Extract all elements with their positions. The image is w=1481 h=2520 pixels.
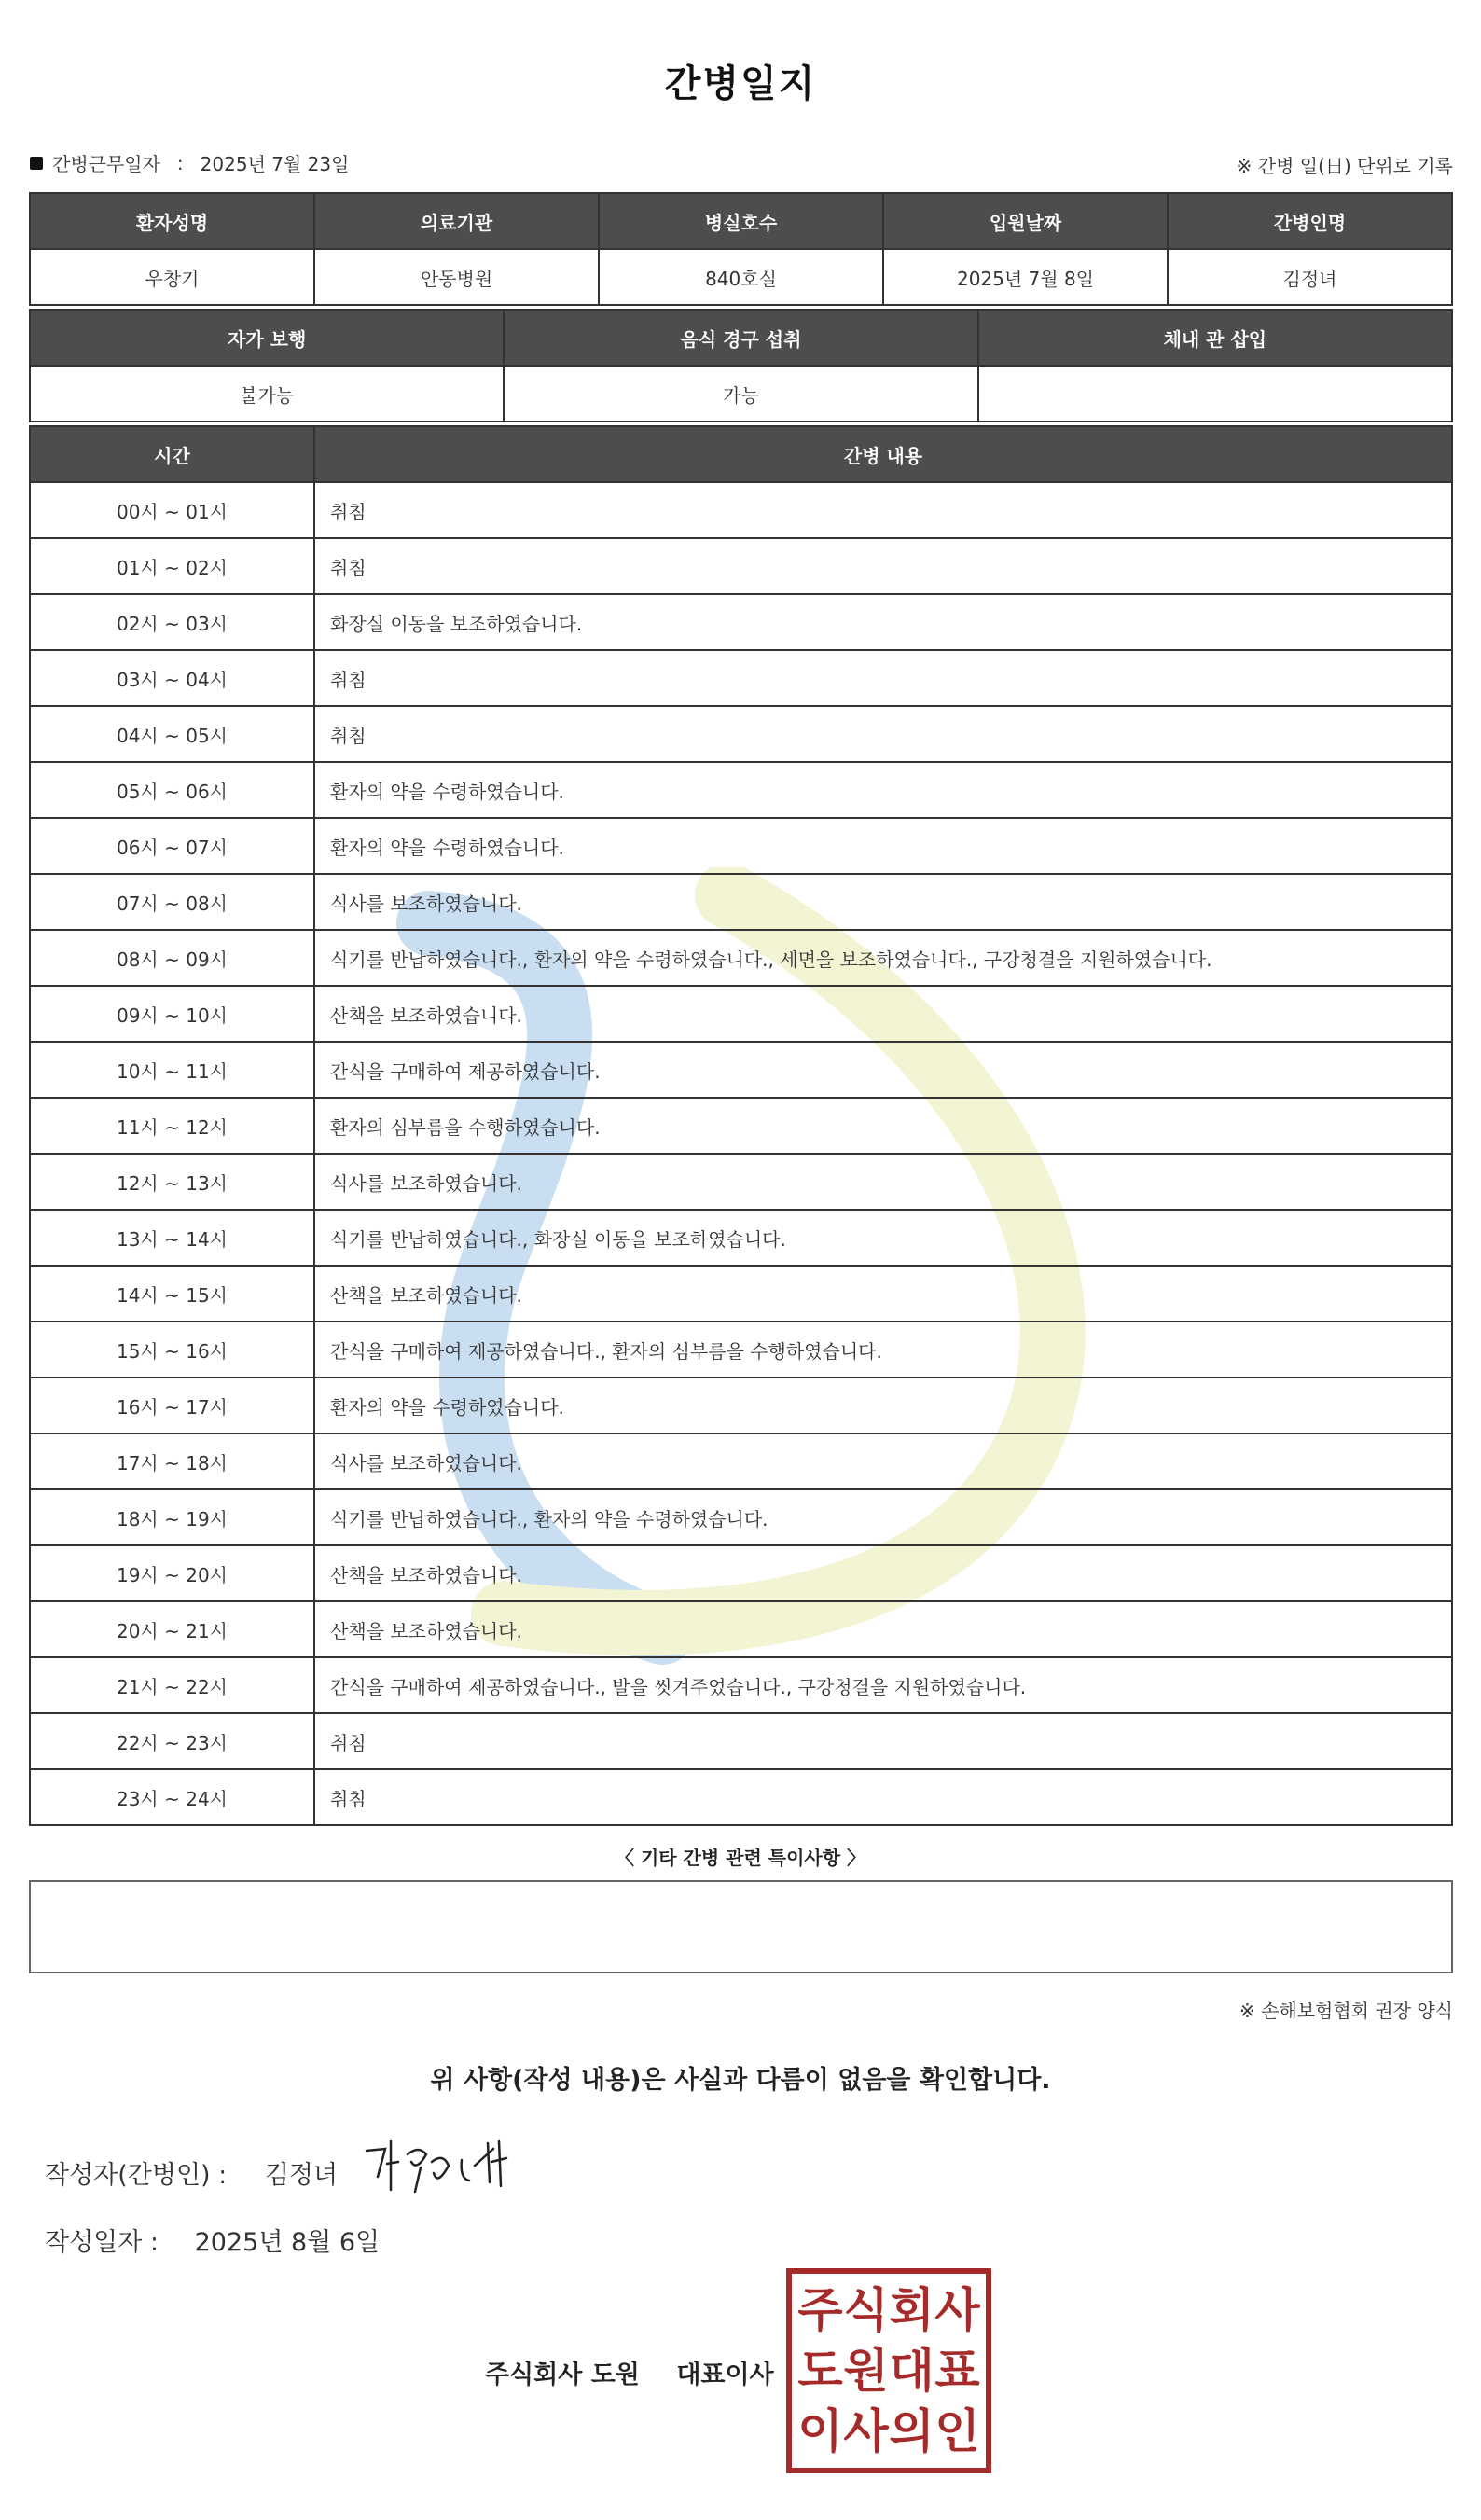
care-content: 취침 <box>314 1713 1452 1769</box>
room-number: 840호실 <box>599 249 883 305</box>
care-row <box>30 1154 1452 1210</box>
care-content: 취침 <box>314 650 1452 706</box>
writer-name: 김정녀 <box>264 2161 339 2190</box>
care-time: 10시 ~ 11시 <box>30 1042 314 1098</box>
header-time: 시간 <box>30 426 314 482</box>
admission-date: 2025년 7월 8일 <box>883 249 1168 305</box>
care-row <box>30 594 1452 650</box>
care-time: 21시 ~ 22시 <box>30 1657 314 1713</box>
care-content: 식기를 반납하였습니다., 환자의 약을 수령하였습니다. <box>314 1489 1452 1545</box>
representative-title: 대표이사 <box>676 2361 774 2389</box>
care-row <box>30 706 1452 762</box>
care-row <box>30 650 1452 706</box>
hospital: 안동병원 <box>314 249 599 305</box>
care-row <box>30 482 1452 538</box>
company-name: 주식회사 도원 <box>485 2361 640 2389</box>
care-content: 환자의 약을 수령하였습니다. <box>314 818 1452 874</box>
care-content: 산책을 보조하였습니다. <box>314 1601 1452 1657</box>
care-content: 취침 <box>314 538 1452 594</box>
care-row <box>30 986 1452 1042</box>
care-content: 식사를 보조하였습니다. <box>314 1433 1452 1489</box>
care-row <box>30 818 1452 874</box>
care-time: 06시 ~ 07시 <box>30 818 314 874</box>
care-content: 식기를 반납하였습니다., 화장실 이동을 보조하였습니다. <box>314 1210 1452 1266</box>
seal-char: 표 <box>934 2343 980 2398</box>
care-row <box>30 1545 1452 1601</box>
care-time: 22시 ~ 23시 <box>30 1713 314 1769</box>
care-content: 취침 <box>314 482 1452 538</box>
care-content: 식사를 보조하였습니다. <box>314 874 1452 930</box>
document-title: 간병일지 <box>664 62 817 105</box>
seal-char: 사 <box>843 2404 889 2459</box>
handwritten-signature <box>359 2134 527 2208</box>
company-seal-stamp <box>786 2268 991 2473</box>
care-row <box>30 1210 1452 1266</box>
care-row <box>30 930 1452 986</box>
care-time: 01시 ~ 02시 <box>30 538 314 594</box>
writer-line <box>45 2154 338 2191</box>
care-log-body <box>30 482 1452 1825</box>
written-date-line <box>45 2222 380 2258</box>
patient-info-table <box>29 192 1453 306</box>
seal-char: 회 <box>889 2282 934 2337</box>
care-content: 취침 <box>314 1769 1452 1825</box>
care-content: 환자의 약을 수령하였습니다. <box>314 1378 1452 1433</box>
care-time: 00시 ~ 01시 <box>30 482 314 538</box>
care-row <box>30 1433 1452 1489</box>
written-date-label: 작성일자 : <box>45 2228 159 2257</box>
care-row <box>30 1657 1452 1713</box>
care-content: 환자의 약을 수령하였습니다. <box>314 762 1452 818</box>
care-row <box>30 762 1452 818</box>
seal-char: 주 <box>797 2282 843 2337</box>
care-time: 16시 ~ 17시 <box>30 1378 314 1433</box>
care-row <box>30 1042 1452 1098</box>
care-row <box>30 1322 1452 1378</box>
care-time: 13시 ~ 14시 <box>30 1210 314 1266</box>
seal-char: 원 <box>843 2343 889 2398</box>
header-hospital: 의료기관 <box>314 193 599 249</box>
caregiver-name: 김정녀 <box>1168 249 1452 305</box>
condition-header-row <box>30 310 1452 366</box>
header-caregiver: 간병인명 <box>1168 193 1452 249</box>
care-time: 09시 ~ 10시 <box>30 986 314 1042</box>
care-row <box>30 1378 1452 1433</box>
care-time: 08시 ~ 09시 <box>30 930 314 986</box>
work-date-separator: : <box>176 151 184 174</box>
condition-value-row <box>30 366 1452 422</box>
walking-value: 불가능 <box>30 366 504 422</box>
care-header-row <box>30 426 1452 482</box>
company-line <box>485 2354 774 2390</box>
care-row <box>30 1601 1452 1657</box>
patient-value-row <box>30 249 1452 305</box>
header-walking: 자가 보행 <box>30 310 504 366</box>
care-row <box>30 1713 1452 1769</box>
care-row <box>30 1098 1452 1154</box>
written-date-value: 2025년 8월 6일 <box>194 2228 381 2257</box>
seal-char: 사 <box>934 2282 980 2337</box>
confirmation-statement: 위 사항(작성 내용)은 사실과 다름이 없음을 확인합니다. <box>430 2066 1051 2095</box>
care-content: 간식을 구매하여 제공하였습니다., 발을 씻겨주었습니다., 구강청결을 지원하였습니다. <box>314 1657 1452 1713</box>
care-time: 02시 ~ 03시 <box>30 594 314 650</box>
form-footnote: ※ 손해보험협회 권장 양식 <box>1239 2000 1453 2022</box>
header-care-content: 간병 내용 <box>314 426 1452 482</box>
record-note: ※ 간병 일(日) 단위로 기록 <box>1236 155 1453 177</box>
care-time: 03시 ~ 04시 <box>30 650 314 706</box>
care-time: 14시 ~ 15시 <box>30 1266 314 1322</box>
work-date <box>30 149 349 176</box>
special-notes-box <box>29 1880 1453 1973</box>
care-content: 산책을 보조하였습니다. <box>314 986 1452 1042</box>
oral-intake-value: 가능 <box>504 366 977 422</box>
special-notes-title: 〈 기타 간병 관련 특이사항 〉 <box>615 1847 865 1869</box>
seal-char: 인 <box>934 2404 980 2459</box>
care-row <box>30 1769 1452 1825</box>
care-content: 식기를 반납하였습니다., 환자의 약을 수령하였습니다., 세면을 보조하였습니다., 구강청결을 지원하였습니다. <box>314 930 1452 986</box>
care-content: 간식을 구매하여 제공하였습니다., 환자의 심부름을 수행하였습니다. <box>314 1322 1452 1378</box>
patient-name: 우창기 <box>30 249 314 305</box>
care-content: 식사를 보조하였습니다. <box>314 1154 1452 1210</box>
work-date-value: 2025년 7월 23일 <box>200 153 350 175</box>
header-tube: 체내 관 삽입 <box>978 310 1452 366</box>
care-row <box>30 874 1452 930</box>
header-admission-date: 입원날짜 <box>883 193 1168 249</box>
care-time: 19시 ~ 20시 <box>30 1545 314 1601</box>
care-content: 취침 <box>314 706 1452 762</box>
seal-char: 대 <box>889 2343 934 2398</box>
seal-char: 식 <box>843 2282 889 2337</box>
seal-char: 이 <box>797 2404 843 2459</box>
care-time: 07시 ~ 08시 <box>30 874 314 930</box>
header-patient-name: 환자성명 <box>30 193 314 249</box>
care-content: 환자의 심부름을 수행하였습니다. <box>314 1098 1452 1154</box>
care-content: 간식을 구매하여 제공하였습니다. <box>314 1042 1452 1098</box>
care-time: 04시 ~ 05시 <box>30 706 314 762</box>
seal-char: 도 <box>797 2343 843 2398</box>
care-time: 20시 ~ 21시 <box>30 1601 314 1657</box>
seal-char: 의 <box>889 2404 934 2459</box>
writer-label: 작성자(간병인) : <box>45 2161 228 2190</box>
care-time: 12시 ~ 13시 <box>30 1154 314 1210</box>
work-date-label: 간병근무일자 <box>52 153 160 175</box>
care-log-table <box>29 425 1453 1826</box>
care-time: 05시 ~ 06시 <box>30 762 314 818</box>
tube-value <box>978 366 1452 422</box>
care-time: 15시 ~ 16시 <box>30 1322 314 1378</box>
care-content: 화장실 이동을 보조하였습니다. <box>314 594 1452 650</box>
bullet-square-icon <box>30 157 43 170</box>
patient-header-row <box>30 193 1452 249</box>
header-room: 병실호수 <box>599 193 883 249</box>
care-row <box>30 538 1452 594</box>
care-row <box>30 1489 1452 1545</box>
care-row <box>30 1266 1452 1322</box>
care-content: 산책을 보조하였습니다. <box>314 1266 1452 1322</box>
header-oral-intake: 음식 경구 섭취 <box>504 310 977 366</box>
care-time: 18시 ~ 19시 <box>30 1489 314 1545</box>
care-time: 23시 ~ 24시 <box>30 1769 314 1825</box>
care-time: 11시 ~ 12시 <box>30 1098 314 1154</box>
condition-table <box>29 309 1453 422</box>
care-time: 17시 ~ 18시 <box>30 1433 314 1489</box>
care-content: 산책을 보조하였습니다. <box>314 1545 1452 1601</box>
